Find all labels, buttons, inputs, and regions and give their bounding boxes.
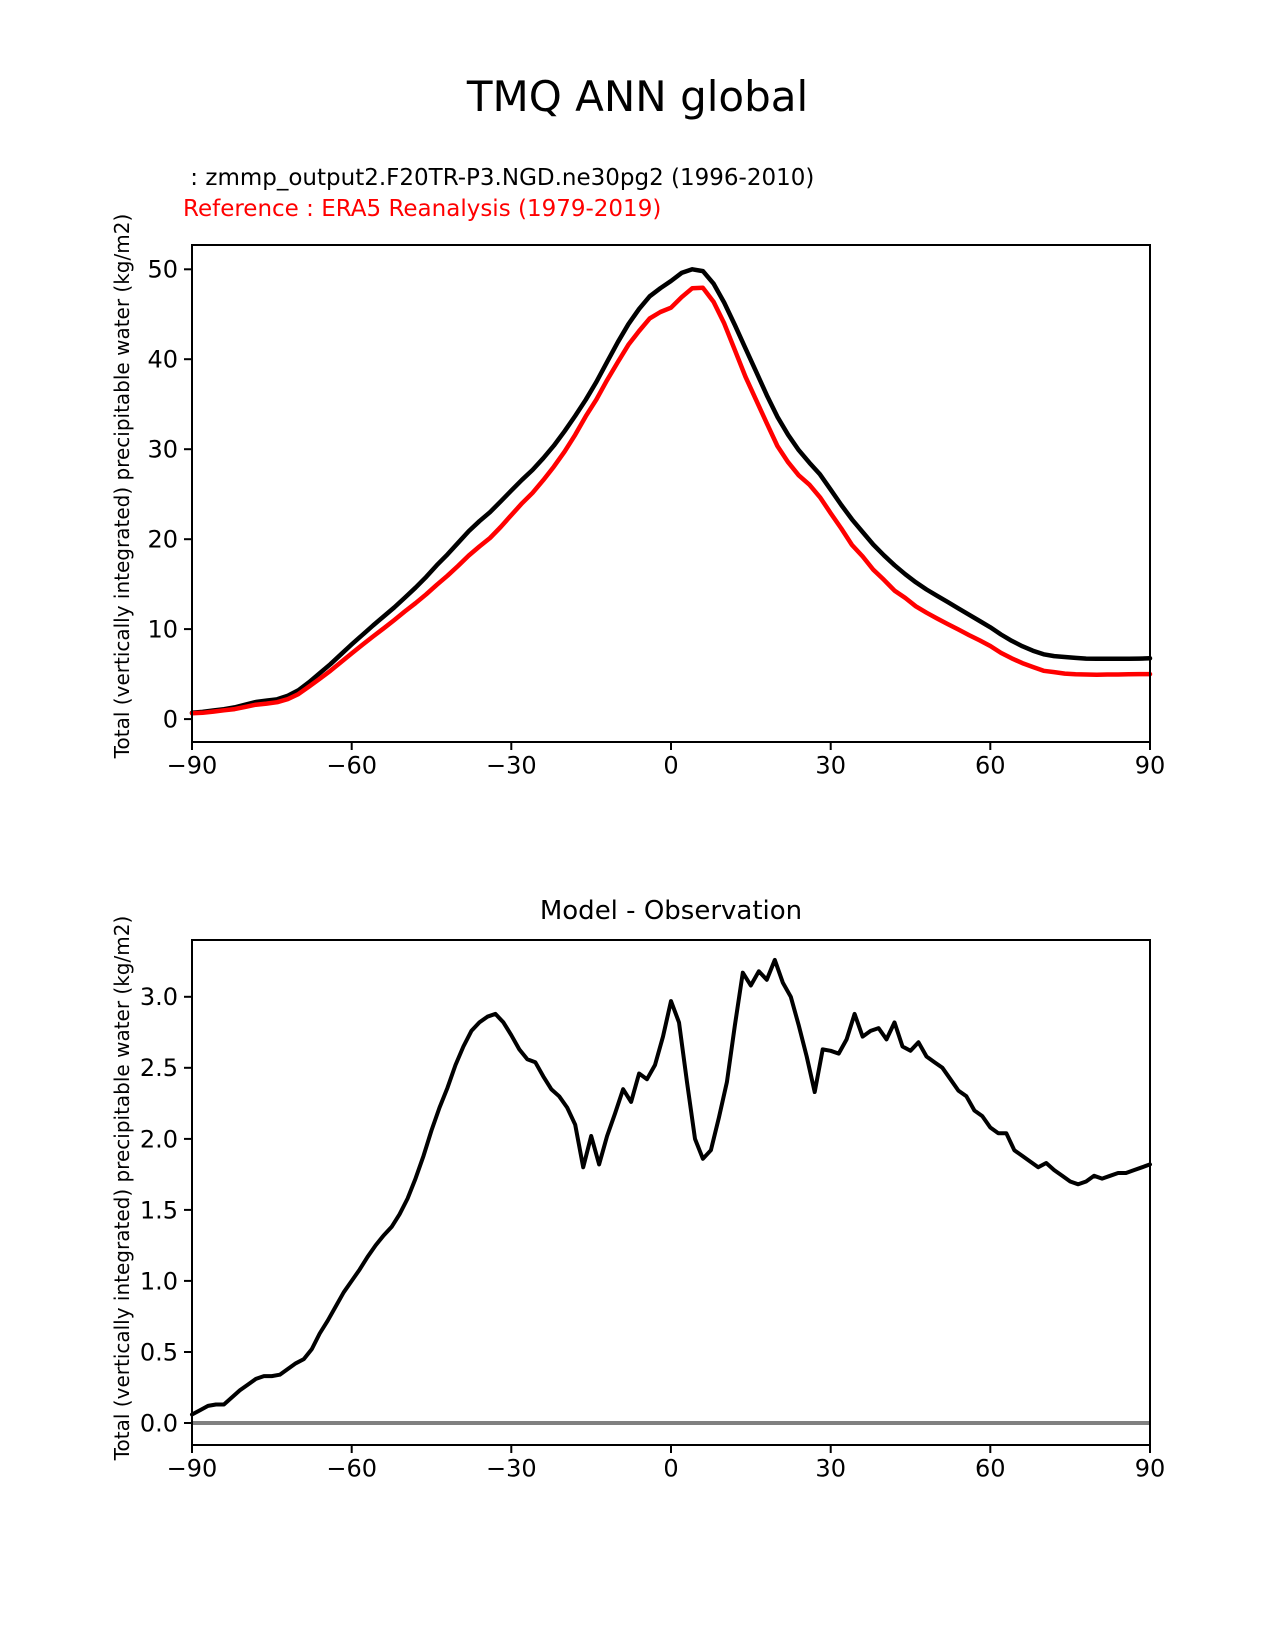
y-tick-label: 40 <box>147 345 178 374</box>
zonal-mean-y-axis-label: Total (vertically integrated) precipitable water (kg/m2) <box>110 213 134 759</box>
x-tick-label: −30 <box>485 1454 537 1483</box>
x-tick-label: −90 <box>166 1454 218 1483</box>
x-tick-label: 60 <box>975 1454 1006 1483</box>
y-tick-label: 1.0 <box>139 1267 178 1296</box>
x-tick-label: −90 <box>166 751 218 780</box>
y-tick-label: 50 <box>147 255 178 284</box>
x-tick-label: 0 <box>663 1454 679 1483</box>
figure-title: TMQ ANN global <box>466 72 809 121</box>
zonal-mean-plot <box>147 245 1165 780</box>
y-tick-label: 0.0 <box>139 1409 178 1438</box>
x-tick-label: −60 <box>326 751 378 780</box>
x-tick-label: 30 <box>815 751 846 780</box>
y-tick-label: 20 <box>147 525 178 554</box>
y-tick-label: 3.0 <box>139 983 178 1012</box>
difference-y-axis-label: Total (vertically integrated) precipitable water (kg/m2) <box>110 915 134 1461</box>
y-tick-label: 2.5 <box>139 1054 178 1083</box>
y-tick-label: 2.0 <box>139 1125 178 1154</box>
legend-reference-label: Reference : ERA5 Reanalysis (1979-2019) <box>183 196 662 222</box>
x-tick-label: 0 <box>663 751 679 780</box>
model-line <box>192 269 1150 713</box>
y-tick-label: 0 <box>162 705 178 734</box>
x-tick-label: −30 <box>485 751 537 780</box>
x-tick-label: −60 <box>326 1454 378 1483</box>
plot-border <box>192 940 1150 1445</box>
model-minus-observation-line <box>192 960 1150 1415</box>
difference-plot <box>140 940 1165 1483</box>
reference-line <box>192 288 1150 714</box>
x-tick-label: 90 <box>1134 751 1166 780</box>
y-tick-label: 30 <box>147 435 178 464</box>
legend-model-label: : zmmp_output2.F20TR-P3.NGD.ne30pg2 (1996-2010) <box>183 165 815 191</box>
x-tick-label: 30 <box>815 1454 846 1483</box>
difference-plot-title: Model - Observation <box>539 896 803 926</box>
y-tick-label: 10 <box>147 615 178 644</box>
x-tick-label: 60 <box>975 751 1006 780</box>
y-tick-label: 0.5 <box>139 1338 178 1367</box>
x-tick-label: 90 <box>1134 1454 1166 1483</box>
y-tick-label: 1.5 <box>139 1196 178 1225</box>
